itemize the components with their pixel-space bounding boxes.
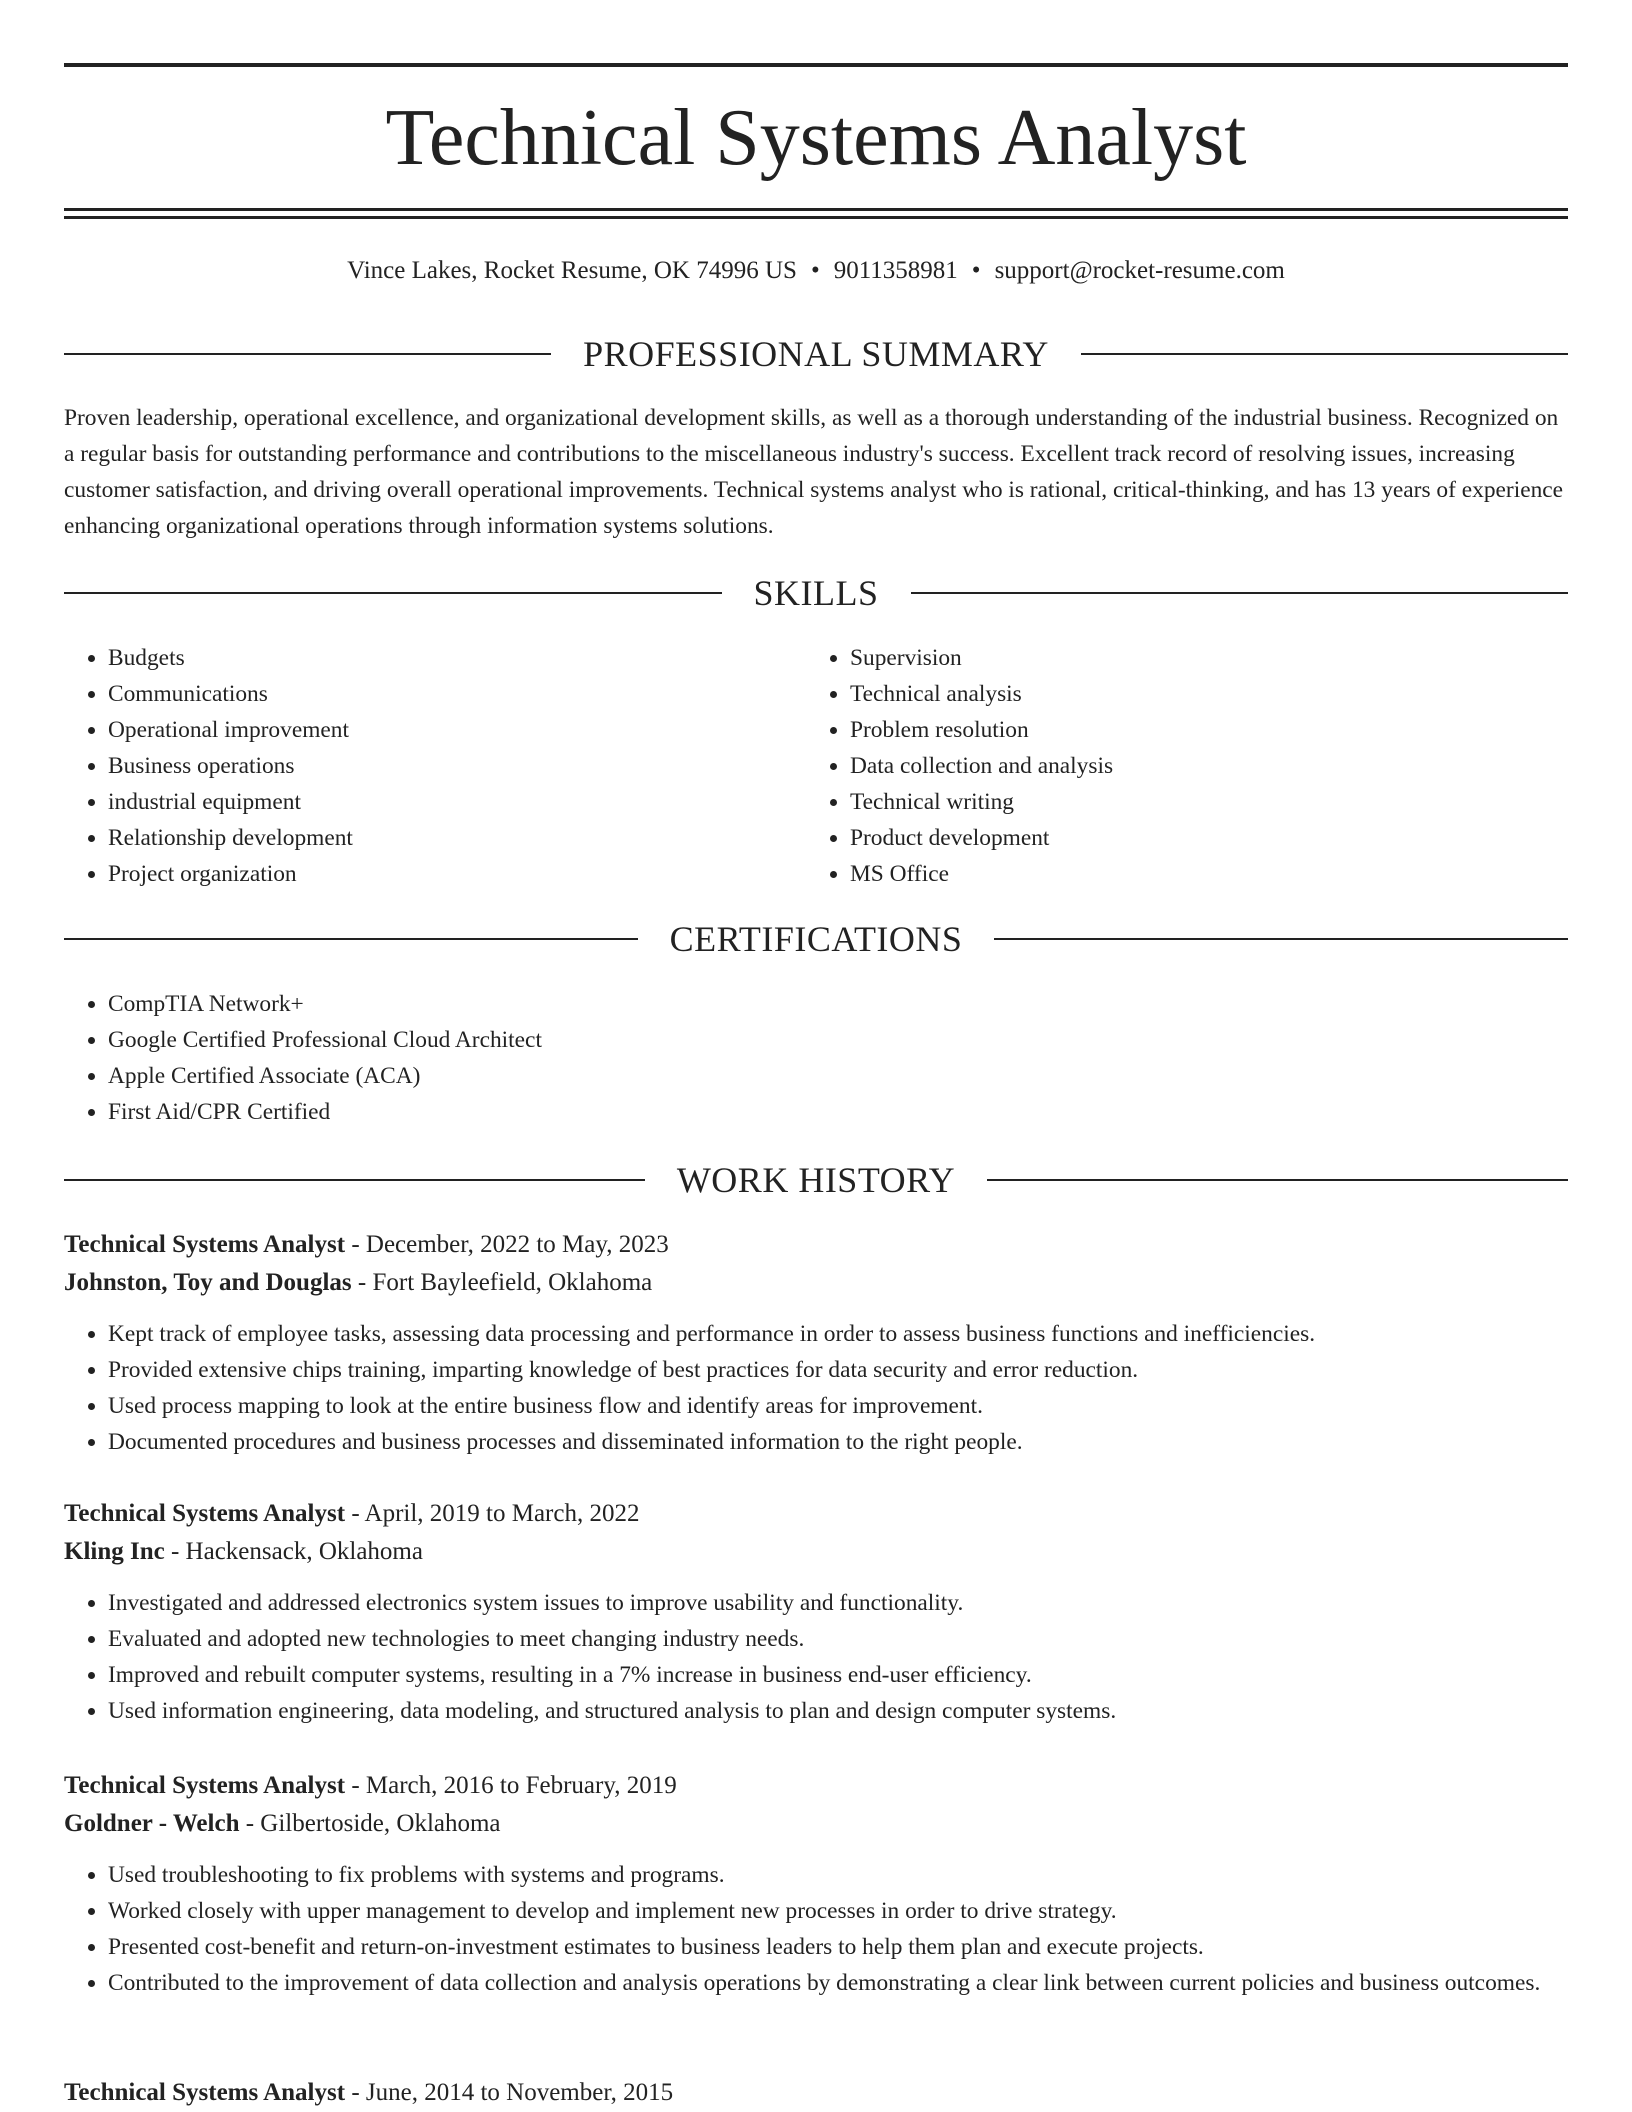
job-title-line: [64, 1767, 1568, 1805]
job-bullet: • Investigated and addressed electronics system issues to improve usability and functionality.: [108, 1585, 1568, 1621]
heading-rule: [64, 353, 551, 355]
job-bullet: • Kept track of employee tasks, assessing data processing and performance in order to assess business functions and inefficiencies.: [108, 1316, 1568, 1352]
skill-item: • Data collection and analysis: [850, 748, 1590, 784]
skills-heading-row: [64, 573, 1568, 613]
job-company-line: [64, 1264, 1568, 1302]
skill-item: • Budgets: [108, 640, 848, 676]
job-entry: [64, 2074, 1568, 2112]
job-bullet: • Presented cost-benefit and return-on-investment estimates to business leaders to help them plan and execute projects.: [108, 1929, 1568, 1965]
skill-item: • industrial equipment: [108, 784, 848, 820]
job-dates: - April, 2019 to March, 2022: [351, 1500, 640, 1527]
job-entry: [64, 1767, 1568, 2001]
skills-list-left: [64, 640, 848, 892]
skill-item: • Operational improvement: [108, 712, 848, 748]
skill-item: • Relationship development: [108, 820, 848, 856]
certification-item: • Google Certified Professional Cloud Architect: [108, 1022, 1612, 1058]
job-location: - Gilbertoside, Oklahoma: [245, 1810, 501, 1837]
job-bullet: • Used process mapping to look at the entire business flow and identify areas for improvement.: [108, 1388, 1568, 1424]
job-bullet: • Used troubleshooting to fix problems with systems and programs.: [108, 1857, 1568, 1893]
job-bullet: • Documented procedures and business processes and disseminated information to the right people.: [108, 1424, 1568, 1460]
job-company-line: [64, 1533, 1568, 1571]
skill-item: • Business operations: [108, 748, 848, 784]
job-dates: - June, 2014 to November, 2015: [351, 2079, 674, 2106]
job-title-line: [64, 2074, 1568, 2112]
certifications-heading: CERTIFICATIONS: [669, 919, 963, 959]
job-bullets: [64, 1585, 1568, 1729]
job-entry: [64, 1226, 1568, 1460]
job-title-line: [64, 1226, 1568, 1264]
skill-item: • Product development: [850, 820, 1590, 856]
heading-rule: [64, 592, 722, 594]
job-company-line: [64, 1805, 1568, 1843]
job-title: Technical Systems Analyst: [64, 1231, 346, 1258]
job-bullet: • Provided extensive chips training, imparting knowledge of best practices for data security and error reduction.: [108, 1352, 1568, 1388]
header-rule-upper: [64, 208, 1568, 211]
job-company: Kling Inc: [64, 1538, 165, 1565]
work-heading: WORK HISTORY: [676, 1160, 956, 1200]
skill-item: • Communications: [108, 676, 848, 712]
job-bullets: [64, 1857, 1568, 2001]
job-bullet: • Evaluated and adopted new technologies to meet changing industry needs.: [108, 1621, 1568, 1657]
summary-heading-row: [64, 334, 1568, 374]
contact-separator: •: [971, 257, 981, 284]
job-location: - Hackensack, Oklahoma: [170, 1538, 423, 1565]
resume-name: Technical Systems Analyst: [385, 94, 1247, 182]
certification-item: • First Aid/CPR Certified: [108, 1094, 1612, 1130]
certifications-heading-row: [64, 919, 1568, 959]
job-entry: [64, 1495, 1568, 1729]
skill-item: • Supervision: [850, 640, 1590, 676]
contact-address: Vince Lakes, Rocket Resume, OK 74996 US: [347, 257, 797, 284]
top-rule: [64, 63, 1568, 67]
header-rule-lower: [64, 216, 1568, 219]
heading-rule: [64, 938, 638, 940]
contact-separator: •: [810, 257, 820, 284]
skill-item: • Technical writing: [850, 784, 1590, 820]
skill-item: • MS Office: [850, 856, 1590, 892]
job-dates: - March, 2016 to February, 2019: [351, 1772, 677, 1799]
summary-text: Proven leadership, operational excellence, and organizational development skills, as well as a thorough understanding of the industrial business. Recognized on a regular basis for outstanding performance and contributions to the miscellaneous industry's success. Excellent track record of resolving issues, increasing customer satisfaction, and driving overall operational improvements. Technical systems analyst who is rational, critical-thinking, and has 13 years of experience enhancing organizational operations through information systems solutions.: [64, 405, 1564, 539]
contact-phone: 9011358981: [833, 257, 958, 284]
certification-item: • Apple Certified Associate (ACA): [108, 1058, 1612, 1094]
job-title: Technical Systems Analyst: [64, 2079, 346, 2106]
contact-line: [64, 254, 1568, 288]
job-bullets: [64, 1316, 1568, 1460]
job-bullet: • Contributed to the improvement of data collection and analysis operations by demonstrating a clear link between current policies and business outcomes.: [108, 1965, 1568, 2001]
skill-item: • Problem resolution: [850, 712, 1590, 748]
skill-item: • Technical analysis: [850, 676, 1590, 712]
job-bullet: • Used information engineering, data modeling, and structured analysis to plan and design computer systems.: [108, 1693, 1568, 1729]
certifications-list: [64, 986, 1612, 1130]
summary-heading: PROFESSIONAL SUMMARY: [583, 334, 1049, 374]
heading-rule: [64, 1179, 645, 1181]
certification-item: • CompTIA Network+: [108, 986, 1612, 1022]
job-dates: - December, 2022 to May, 2023: [351, 1231, 669, 1258]
skills-list-right: [806, 640, 1590, 892]
job-title: Technical Systems Analyst: [64, 1500, 346, 1527]
heading-rule: [1081, 353, 1568, 355]
job-location: - Fort Bayleefield, Oklahoma: [357, 1269, 653, 1296]
job-title: Technical Systems Analyst: [64, 1772, 346, 1799]
job-bullet: • Worked closely with upper management to develop and implement new processes in order to drive strategy.: [108, 1893, 1568, 1929]
job-bullet: • Improved and rebuilt computer systems, resulting in a 7% increase in business end-user efficiency.: [108, 1657, 1568, 1693]
heading-rule: [987, 1179, 1568, 1181]
heading-rule: [911, 592, 1569, 594]
work-heading-row: [64, 1160, 1568, 1200]
job-company: Goldner - Welch: [64, 1810, 240, 1837]
job-title-line: [64, 1495, 1568, 1533]
job-company: Johnston, Toy and Douglas: [64, 1269, 352, 1296]
skills-heading: SKILLS: [753, 573, 879, 613]
heading-rule: [994, 938, 1568, 940]
skill-item: • Project organization: [108, 856, 848, 892]
contact-email: support@rocket-resume.com: [994, 257, 1285, 284]
